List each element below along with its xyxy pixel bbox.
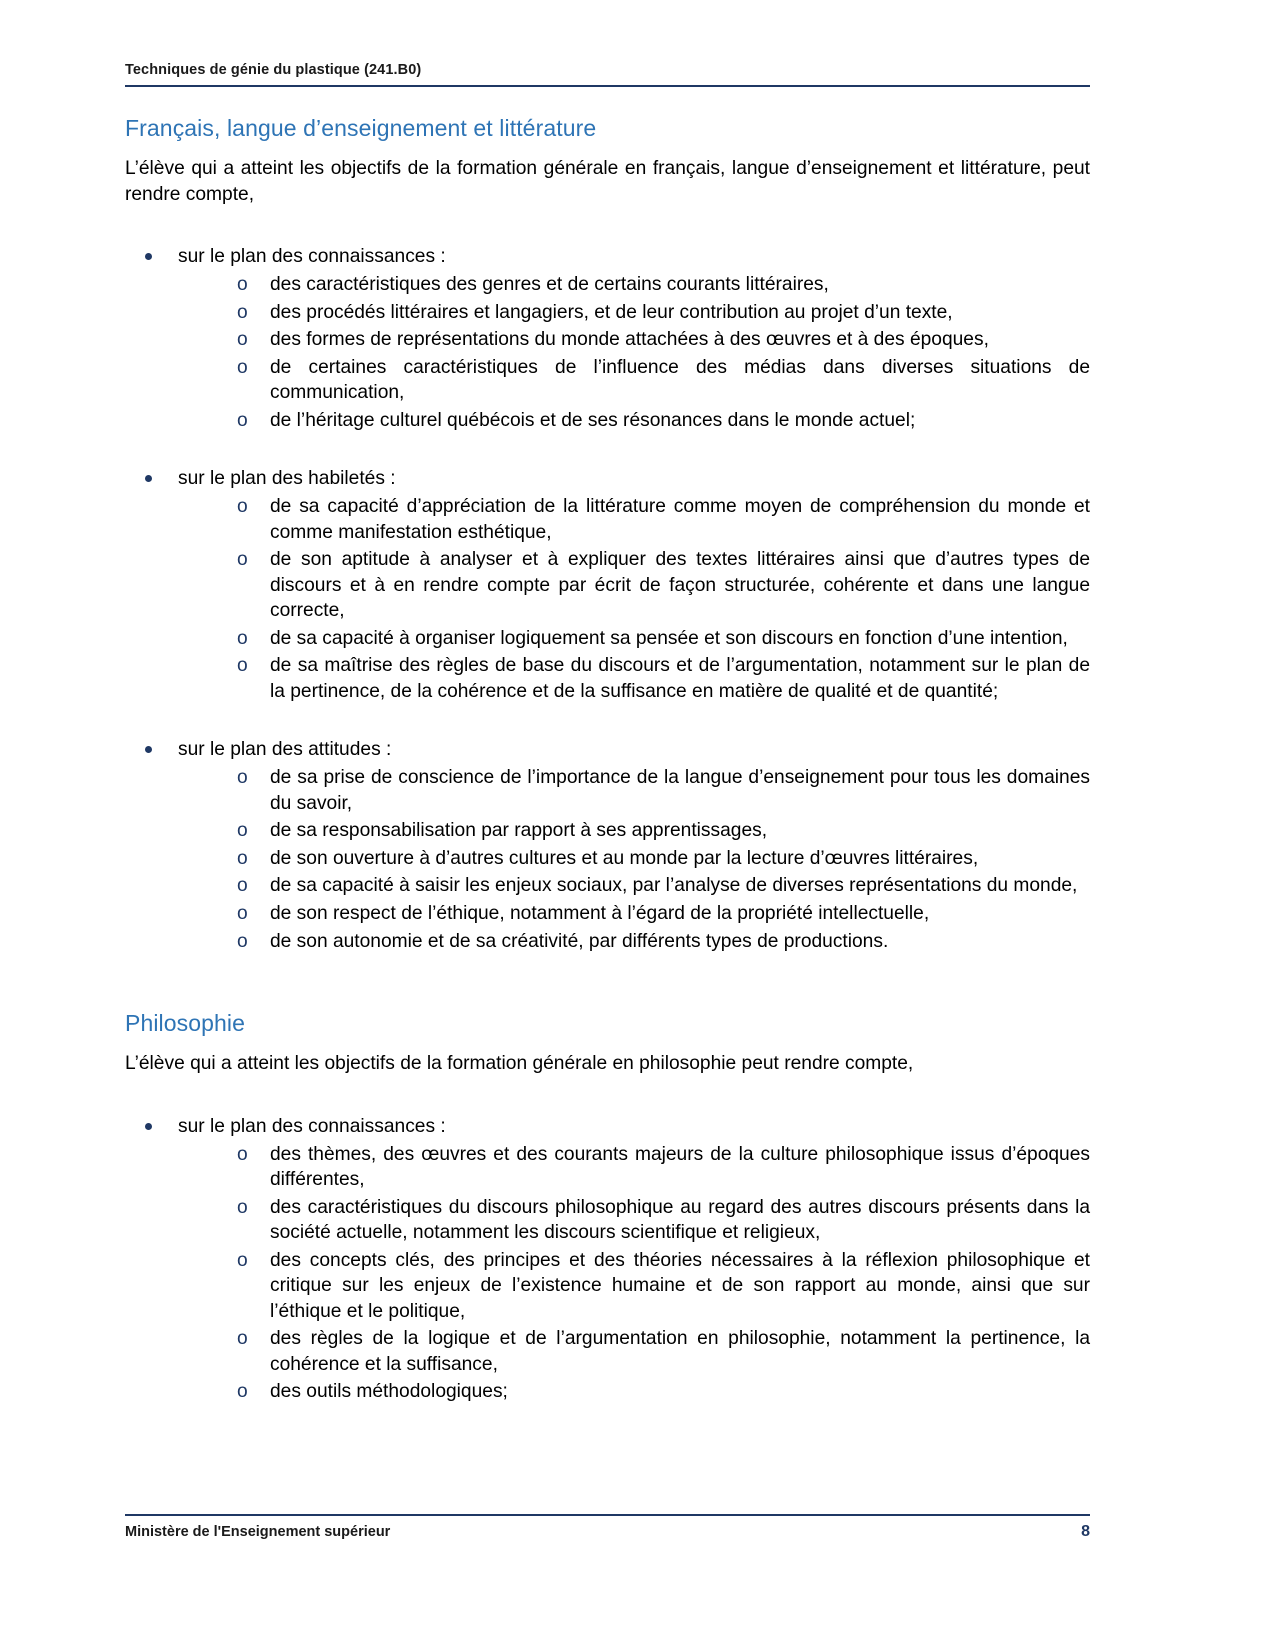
list-item <box>125 1142 1090 1193</box>
list-item-text: des procédés littéraires et langagiers, et de leur contribution au projet d’un texte, <box>270 301 953 323</box>
section-intro-francais: L’élève qui a atteint les objectifs de la formation générale en français, langue d’enseignement et littérature, peut rendre compte, <box>125 158 1090 205</box>
page-number: 8 <box>1081 1523 1090 1540</box>
list-item <box>125 626 1090 652</box>
circle-bullet-icon: o <box>237 903 248 925</box>
list-item-text: de sa responsabilisation par rapport à ses apprentissages, <box>270 820 768 842</box>
sub-list <box>125 1142 1090 1405</box>
page-content <box>125 62 1090 1405</box>
list-item <box>125 327 1090 353</box>
page-footer <box>125 1514 1090 1541</box>
bullet-label-text: sur le plan des connaissances : <box>178 1115 446 1137</box>
list-item <box>125 1195 1090 1246</box>
circle-bullet-icon: o <box>237 1249 248 1271</box>
list-item <box>125 929 1090 955</box>
bullet-dot-icon <box>145 475 152 482</box>
bullet-group <box>125 245 1090 433</box>
sub-list <box>125 272 1090 433</box>
bullet-list-philosophie <box>125 1115 1090 1405</box>
section-heading-philosophie: Philosophie <box>125 1010 246 1037</box>
circle-bullet-icon: o <box>237 875 248 897</box>
bullet-group <box>125 738 1090 954</box>
list-item-text: des caractéristiques du discours philosophique au regard des autres discours présents dans la société actuelle, notamment les discours scientifique et religieux, <box>270 1196 1090 1244</box>
circle-bullet-icon: o <box>237 847 248 869</box>
bullet-label-text: sur le plan des habiletés : <box>178 468 396 490</box>
bullet-dot-icon <box>145 253 152 260</box>
circle-bullet-icon: o <box>237 767 248 789</box>
circle-bullet-icon: o <box>237 655 248 677</box>
footer-organization: Ministère de l'Enseignement supérieur <box>125 1524 391 1540</box>
circle-bullet-icon: o <box>237 549 248 571</box>
list-item-text: des règles de la logique et de l’argumentation en philosophie, notamment la pertinence, la cohérence et la suffisance, <box>270 1328 1090 1375</box>
circle-bullet-icon: o <box>237 329 248 351</box>
bullet-label-text: sur le plan des attitudes : <box>178 739 392 761</box>
bullet-label <box>125 738 1090 763</box>
bullet-group <box>125 467 1090 704</box>
list-item-text: de son ouverture à d’autres cultures et au monde par la lecture d’œuvres littéraires, <box>270 847 979 869</box>
list-item-text: de certaines caractéristiques de l’influence des médias dans diverses situations de communication, <box>270 356 1090 404</box>
circle-bullet-icon: o <box>237 409 248 431</box>
section-intro-philosophie: L’élève qui a atteint les objectifs de la formation générale en philosophie peut rendre compte, <box>125 1053 914 1075</box>
sub-list <box>125 765 1090 954</box>
list-item <box>125 901 1090 927</box>
list-item <box>125 547 1090 624</box>
list-item-text: de son respect de l’éthique, notamment à l’égard de la propriété intellectuelle, <box>270 903 930 925</box>
list-item <box>125 1326 1090 1377</box>
circle-bullet-icon: o <box>237 496 248 518</box>
list-item-text: de l’héritage culturel québécois et de ses résonances dans le monde actuel; <box>270 409 916 431</box>
list-item-text: des caractéristiques des genres et de certains courants littéraires, <box>270 274 829 296</box>
circle-bullet-icon: o <box>237 930 248 952</box>
list-item <box>125 818 1090 844</box>
list-item-text: de son autonomie et de sa créativité, par différents types de productions. <box>270 930 889 952</box>
circle-bullet-icon: o <box>237 274 248 296</box>
list-item <box>125 846 1090 872</box>
list-item <box>125 873 1090 899</box>
circle-bullet-icon: o <box>237 1328 248 1350</box>
list-item <box>125 765 1090 816</box>
list-item-text: de sa capacité à saisir les enjeux sociaux, par l’analyse de diverses représentations du monde, <box>270 875 1078 897</box>
bullet-dot-icon <box>145 1123 152 1130</box>
bullet-label <box>125 467 1090 492</box>
list-item <box>125 1248 1090 1325</box>
list-item-text: des thèmes, des œuvres et des courants majeurs de la culture philosophique issus d’époques différentes, <box>270 1143 1090 1191</box>
footer-row <box>125 1516 1090 1541</box>
list-item-text: des formes de représentations du monde attachées à des œuvres et à des époques, <box>270 329 989 351</box>
bullet-list-francais <box>125 245 1090 954</box>
list-item-text: des concepts clés, des principes et des théories nécessaires à la réflexion philosophique et critique sur les enjeux de l’existence humaine et de son rapport au monde, ainsi que sur l’éthique et le politique, <box>270 1249 1090 1322</box>
header-rule <box>125 85 1090 87</box>
list-item-text: de son aptitude à analyser et à expliquer des textes littéraires ainsi que d’autres types de discours et à en rendre compte par écrit de façon structurée, cohérente et dans une langue correcte, <box>270 549 1090 622</box>
list-item <box>125 272 1090 298</box>
list-item-text: de sa capacité d’appréciation de la littérature comme moyen de compréhension du monde et comme manifestation esthétique, <box>270 496 1090 543</box>
circle-bullet-icon: o <box>237 301 248 323</box>
circle-bullet-icon: o <box>237 1196 248 1218</box>
sub-list <box>125 494 1090 704</box>
list-item <box>125 408 1090 434</box>
list-item <box>125 355 1090 406</box>
list-item <box>125 653 1090 704</box>
list-item-text: de sa capacité à organiser logiquement sa pensée et son discours en fonction d’une intention, <box>270 627 1068 649</box>
bullet-label-text: sur le plan des connaissances : <box>178 246 446 268</box>
circle-bullet-icon: o <box>237 627 248 649</box>
circle-bullet-icon: o <box>237 1381 248 1403</box>
running-header: Techniques de génie du plastique (241.B0) <box>125 62 422 78</box>
list-item-text: de sa maîtrise des règles de base du discours et de l’argumentation, notamment sur le plan de la pertinence, de la cohérence et de la suffisance en matière de qualité et de quantité; <box>270 655 1090 702</box>
bullet-label <box>125 245 1090 270</box>
bullet-group <box>125 1115 1090 1405</box>
circle-bullet-icon: o <box>237 1143 248 1165</box>
list-item-text: des outils méthodologiques; <box>270 1381 508 1403</box>
list-item <box>125 300 1090 326</box>
list-item <box>125 1379 1090 1405</box>
circle-bullet-icon: o <box>237 820 248 842</box>
bullet-label <box>125 1115 1090 1140</box>
circle-bullet-icon: o <box>237 356 248 378</box>
section-heading-francais: Français, langue d’enseignement et littérature <box>125 115 597 141</box>
list-item <box>125 494 1090 545</box>
bullet-dot-icon <box>145 746 152 753</box>
list-item-text: de sa prise de conscience de l’importance de la langue d’enseignement pour tous les domaines du savoir, <box>270 767 1090 814</box>
